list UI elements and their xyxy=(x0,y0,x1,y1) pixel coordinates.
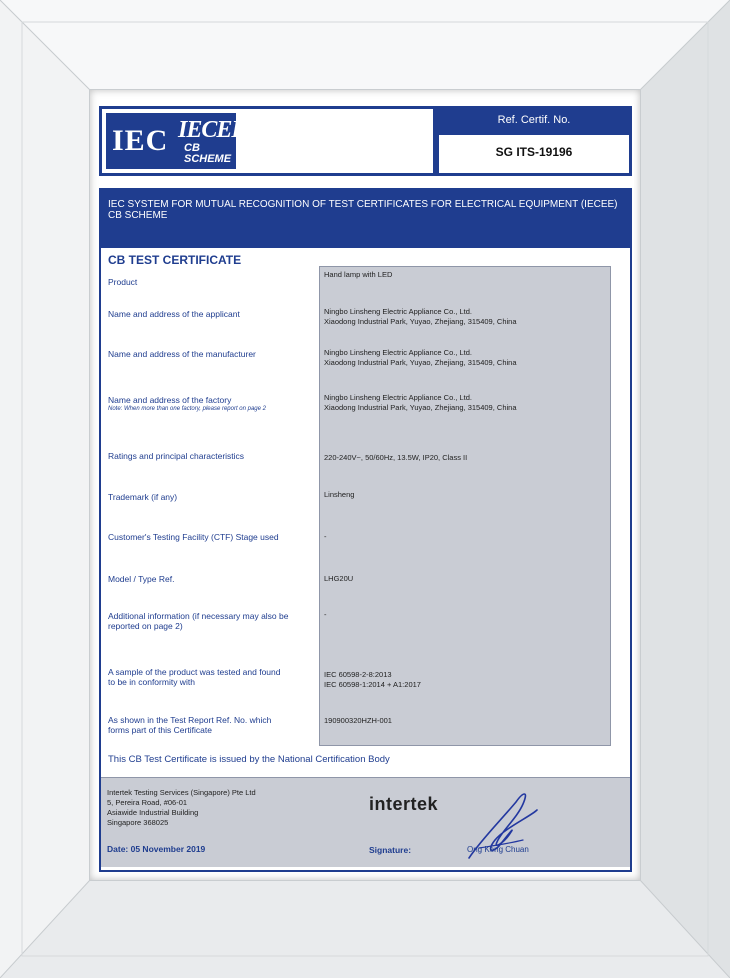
label-model: Model / Type Ref. xyxy=(108,574,175,584)
label-ctf-stage: Customer's Testing Facility (CTF) Stage used xyxy=(108,532,279,542)
label-conformity xyxy=(108,667,313,687)
signature-label: Signature: xyxy=(369,845,412,855)
factory-note: Note: When more than one factory, please report on page 2 xyxy=(108,406,266,412)
certificate-document xyxy=(99,104,634,868)
additional-info-line1: Additional information (if necessary may also be xyxy=(108,611,289,621)
value-product: Hand lamp with LED xyxy=(324,270,393,279)
cb-scheme-logo-text xyxy=(184,143,231,165)
issued-statement: This CB Test Certificate is issued by the National Certification Body xyxy=(108,754,390,765)
value-manufacturer xyxy=(324,348,604,368)
ncb-address xyxy=(107,788,256,828)
manufacturer-name: Ningbo Linsheng Electric Appliance Co., Ltd. xyxy=(324,348,473,357)
standard-2: IEC 60598-1:2014 + A1:2017 xyxy=(324,680,421,689)
cb-logo-word: CB xyxy=(184,142,200,154)
signer-name: Ong Keng Chuan xyxy=(467,845,529,854)
label-test-report xyxy=(108,715,313,735)
applicant-name: Ningbo Linsheng Electric Appliance Co., Ltd. xyxy=(324,307,473,316)
value-trademark: Linsheng xyxy=(324,490,355,499)
label-manufacturer: Name and address of the manufacturer xyxy=(108,349,256,359)
system-title: IEC SYSTEM FOR MUTUAL RECOGNITION OF TEST CERTIFICATES FOR ELECTRICAL EQUIPMENT (IECEE) CB SCHEME xyxy=(99,188,632,248)
factory-name: Ningbo Linsheng Electric Appliance Co., Ltd. xyxy=(324,393,473,402)
ref-certif-number: SG ITS-19196 xyxy=(495,145,573,159)
value-model: LHG20U xyxy=(324,574,354,583)
iec-logo-text: IEC xyxy=(112,124,169,157)
conformity-line1: A sample of the product was tested and found xyxy=(108,667,281,677)
value-applicant xyxy=(324,307,604,327)
test-report-line1: As shown in the Test Report Ref. No. which xyxy=(108,715,272,725)
value-additional-info: - xyxy=(324,610,327,619)
certification-body-footer xyxy=(101,777,630,867)
header-logo-area xyxy=(99,106,436,176)
iecee-logo-text: IECEE xyxy=(178,117,247,143)
ref-certif-box xyxy=(436,106,632,176)
label-ratings: Ratings and principal characteristics xyxy=(108,451,245,461)
factory-label-text: Name and address of the factory xyxy=(108,395,232,405)
intertek-logo: intertek xyxy=(369,794,439,814)
label-factory xyxy=(108,395,313,413)
label-applicant: Name and address of the applicant xyxy=(108,309,240,319)
certificate-title: CB TEST CERTIFICATE xyxy=(108,253,242,267)
address-line-1: Intertek Testing Services (Singapore) Pte Ltd xyxy=(107,788,256,797)
test-report-line2: forms part of this Certificate xyxy=(108,725,212,735)
value-factory xyxy=(324,393,604,413)
label-product: Product xyxy=(108,277,138,287)
applicant-address: Xiaodong Industrial Park, Yuyao, Zhejiang, 315409, China xyxy=(324,317,517,326)
address-line-2: 5, Pereira Road, #06-01 xyxy=(107,798,188,807)
value-conformity xyxy=(324,670,604,690)
iecee-logo xyxy=(106,113,247,169)
address-line-3: Asiawide Industrial Building xyxy=(107,808,199,817)
value-ctf-stage: - xyxy=(324,532,327,541)
value-test-report: 190900320HZH-001 xyxy=(324,716,392,725)
label-additional-info xyxy=(108,611,313,631)
ref-certif-label: Ref. Certif. No. xyxy=(439,109,629,135)
factory-address: Xiaodong Industrial Park, Yuyao, Zhejiang, 315409, China xyxy=(324,403,517,412)
conformity-line2: to be in conformity with xyxy=(108,677,195,687)
standard-1: IEC 60598-2-8:2013 xyxy=(324,670,392,679)
value-ratings: 220-240V~, 50/60Hz, 13.5W, IP20, Class II xyxy=(324,453,468,462)
scheme-logo-word: SCHEME xyxy=(184,153,232,165)
address-line-4: Singapore 368025 xyxy=(107,818,169,827)
manufacturer-address: Xiaodong Industrial Park, Yuyao, Zhejiang, 315409, China xyxy=(324,358,517,367)
certificate-body xyxy=(99,248,632,872)
issue-date: Date: 05 November 2019 xyxy=(107,844,206,854)
additional-info-line2: reported on page 2) xyxy=(108,621,183,631)
label-trademark: Trademark (if any) xyxy=(108,492,178,502)
